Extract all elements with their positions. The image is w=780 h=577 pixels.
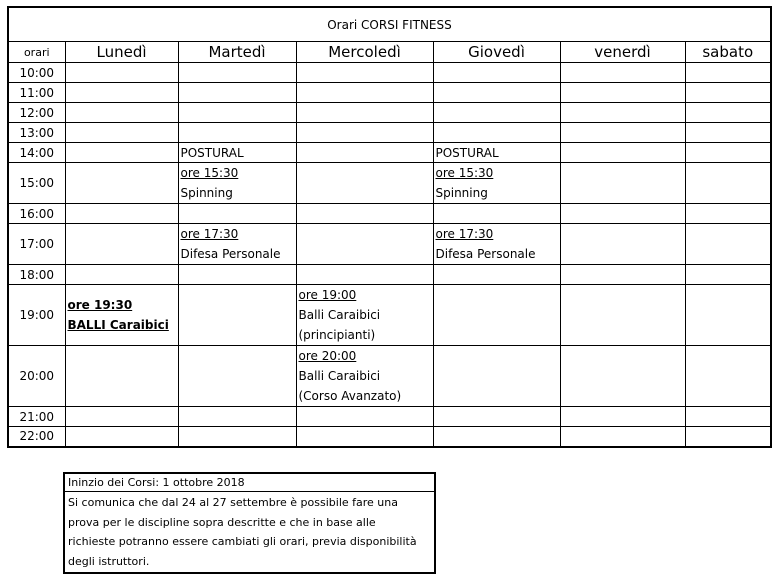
time-cell: 14:00 <box>8 143 65 163</box>
table-row <box>8 103 771 123</box>
course-name: Spinning <box>435 186 488 200</box>
table-row <box>8 83 771 103</box>
course-start-date: Ininzio dei Corsi: 1 ottobre 2018 <box>65 474 434 492</box>
time-cell: 11:00 <box>8 83 65 103</box>
header-orari: orari <box>8 42 65 63</box>
time-cell: 10:00 <box>8 63 65 83</box>
course-difesa-thu <box>433 224 560 265</box>
table-row <box>8 224 771 265</box>
header-mercoledi: Mercoledì <box>296 42 433 63</box>
notice-line: richieste potranno essere cambiati gli orari, previa disponibilità <box>68 535 417 548</box>
table-row <box>8 427 771 447</box>
time-cell: 12:00 <box>8 103 65 123</box>
notice-line: degli istruttori. <box>68 554 150 568</box>
course-difesa-tue <box>178 224 296 265</box>
table-row <box>8 285 771 346</box>
course-spinning-thu <box>433 163 560 204</box>
course-spinning-tue <box>178 163 296 204</box>
time-cell: 15:00 <box>8 163 65 204</box>
course-time: ore 19:30 <box>67 298 133 312</box>
course-name: Difesa Personale <box>435 247 536 261</box>
table-row <box>8 163 771 204</box>
table-row <box>8 123 771 143</box>
course-name: Balli Caraibici <box>298 308 381 322</box>
schedule-table <box>7 6 772 448</box>
course-name: Difesa Personale <box>180 247 281 261</box>
course-level: (principianti) <box>298 328 376 342</box>
notice-text <box>65 492 434 572</box>
time-cell: 13:00 <box>8 123 65 143</box>
time-cell: 16:00 <box>8 204 65 224</box>
table-row <box>8 265 771 285</box>
header-venerdi: venerdì <box>560 42 685 63</box>
course-postural-thu: POSTURAL <box>433 143 560 163</box>
course-balli-wed-beginners <box>296 285 433 346</box>
course-balli-wed-advanced <box>296 346 433 407</box>
course-time: ore 20:00 <box>298 349 357 363</box>
time-cell: 18:00 <box>8 265 65 285</box>
table-row <box>8 63 771 83</box>
course-name: Spinning <box>180 186 233 200</box>
time-cell: 19:00 <box>8 285 65 346</box>
header-lunedi: Lunedì <box>65 42 178 63</box>
table-row <box>8 143 771 163</box>
time-cell: 20:00 <box>8 346 65 407</box>
page-title: Orari CORSI FITNESS <box>8 7 771 42</box>
course-name: Balli Caraibici <box>298 369 381 383</box>
notice-box <box>63 472 436 574</box>
course-time: ore 17:30 <box>180 227 239 241</box>
header-row <box>8 42 771 63</box>
course-name: BALLI Caraibici <box>67 318 169 332</box>
table-row <box>8 204 771 224</box>
notice-line: Si comunica che dal 24 al 27 settembre è possibile fare una <box>68 496 398 509</box>
course-time: ore 15:30 <box>180 166 239 180</box>
course-postural-tue: POSTURAL <box>178 143 296 163</box>
table-row <box>8 346 771 407</box>
header-martedi: Martedì <box>178 42 296 63</box>
notice-line: prova per le discipline sopra descritte e che in base alle <box>68 515 376 529</box>
course-time: ore 19:00 <box>298 288 357 302</box>
header-giovedi: Giovedì <box>433 42 560 63</box>
course-time: ore 15:30 <box>435 166 494 180</box>
header-sabato: sabato <box>685 42 771 63</box>
course-level: (Corso Avanzato) <box>298 389 402 403</box>
course-balli-mon <box>65 285 178 346</box>
time-cell: 17:00 <box>8 224 65 265</box>
table-row <box>8 407 771 427</box>
time-cell: 21:00 <box>8 407 65 427</box>
course-time: ore 17:30 <box>435 227 494 241</box>
time-cell: 22:00 <box>8 427 65 447</box>
